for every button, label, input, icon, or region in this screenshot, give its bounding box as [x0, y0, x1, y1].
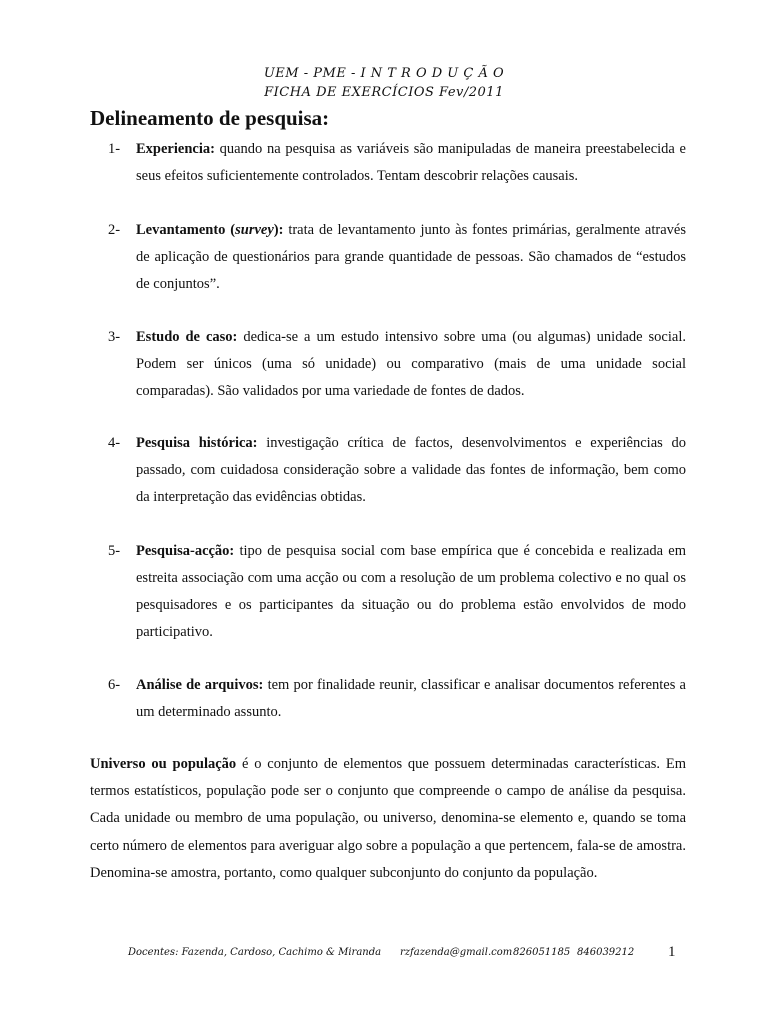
- universo-paragraph: [90, 751, 686, 887]
- list-item-text: trata de levantamento junto às fontes primárias, geralmente através de aplicação de questionários para grande quantidade de pessoas. São chamados de “estudos de conjuntos”.: [136, 222, 686, 292]
- list-item-text: tipo de pesquisa social com base empírica que é concebida e realizada em estreita associação com uma acção ou com a resolução de um problema colectivo e no qual os pesquisadores e os participantes da situação ou do problema estão envolvidos de modo participativo.: [136, 543, 686, 640]
- term-analise-de-arquivos: Análise de arquivos:: [136, 677, 264, 693]
- term-universo: Universo ou população: [90, 756, 237, 772]
- list-item-analise-de-arquivos: [108, 672, 686, 726]
- list-item-number: 5-: [108, 543, 121, 559]
- list-item-text: quando na pesquisa as variáveis são manipuladas de maneira preestabelecida e seus efeitos suficientemente controlados. Tentam descobrir relações causais.: [136, 141, 686, 184]
- list-item-text: investigação crítica de factos, desenvolvimentos e experiências do passado, com cuidadosa consideração sobre a validade das fontes de informação, bem como da interpretação das evidências obtidas.: [136, 435, 686, 505]
- footer-phone-1: 826051185: [513, 947, 571, 958]
- list-item-number: 3-: [108, 329, 121, 345]
- header-line-1: UEM - PME - I N T R O D U Ç Ã O: [263, 66, 505, 81]
- term-pesquisa-accao: Pesquisa-acção:: [136, 543, 235, 559]
- list-item-estudo-de-caso: [108, 324, 686, 405]
- page-footer: [0, 944, 768, 964]
- term-levantamento-close: ):: [273, 222, 284, 238]
- header-line-2: FICHA DE EXERCÍCIOS Fev/2011: [264, 85, 504, 100]
- term-pesquisa-historica: Pesquisa histórica:: [136, 435, 258, 451]
- list-item-number: 1-: [108, 141, 121, 157]
- term-experiencia: Experiencia:: [136, 141, 215, 157]
- term-survey: survey: [235, 222, 274, 238]
- term-levantamento: Levantamento (: [136, 222, 236, 238]
- term-estudo-de-caso: Estudo de caso:: [136, 329, 238, 345]
- paragraph-text: é o conjunto de elementos que possuem determinadas características. Em termos estatísticos, população pode ser o conjunto que compreende o campo de análise da pesquisa. Cada unidade ou membro de uma população, ou universo, denomina-se elemento e, quando se toma certo número de elementos para averiguar algo sobre a população a que pertencem, fala-se de amostra. Denomina-se amostra, portanto, como qualquer subconjunto do conjunto da população.: [90, 756, 686, 881]
- list-item-text: dedica-se a um estudo intensivo sobre uma (ou algumas) unidade social. Podem ser únicos (uma só unidade) ou comparativo (mais de uma unidade social comparadas). São validados por uma variedade de fontes de dados.: [136, 329, 686, 399]
- list-item-number: 6-: [108, 677, 121, 693]
- list-item-number: 4-: [108, 435, 121, 451]
- section-title: Delineamento de pesquisa:: [90, 106, 330, 130]
- footer-phone-2: 846039212: [577, 947, 635, 958]
- list-item-experiencia: [108, 136, 686, 190]
- footer-docentes: Docentes: Fazenda, Cardoso, Cachimo & Miranda: [128, 947, 382, 958]
- list-item-pesquisa-historica: [108, 430, 686, 511]
- list-item-pesquisa-accao: [108, 538, 686, 646]
- footer-email: rzfazenda@gmail.com: [400, 947, 513, 958]
- page-number: 1: [668, 944, 676, 960]
- list-item-levantamento: [108, 217, 686, 298]
- list-item-number: 2-: [108, 222, 121, 238]
- list-item-text: tem por finalidade reunir, classificar e analisar documentos referentes a um determinado assunto.: [136, 677, 686, 720]
